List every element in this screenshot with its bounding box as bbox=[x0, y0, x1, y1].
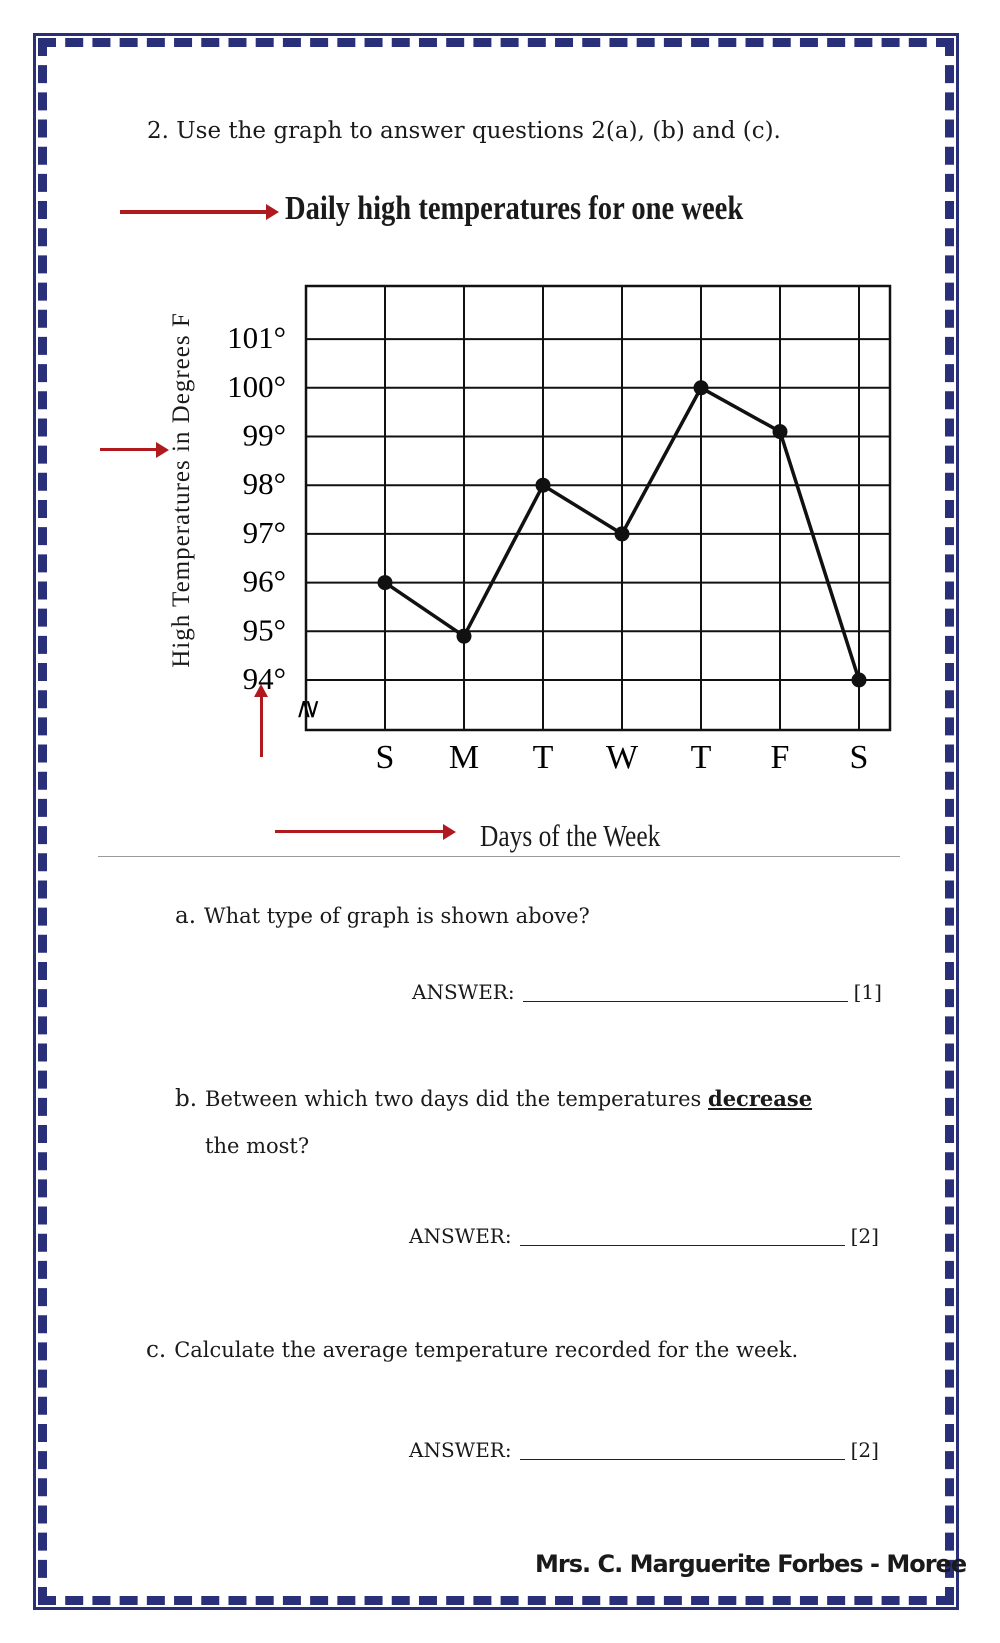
y-tick-label: 101° bbox=[227, 320, 286, 356]
x-axis-title: Days of the Week bbox=[480, 818, 661, 853]
section-divider bbox=[98, 856, 900, 857]
data-point bbox=[457, 629, 472, 644]
answer-c-marks: [2] bbox=[850, 1438, 879, 1462]
answer-b-blank[interactable] bbox=[520, 1244, 845, 1246]
answer-b-marks: [2] bbox=[850, 1224, 879, 1248]
question-b-continued: the most? bbox=[205, 1134, 310, 1158]
answer-a-marks: [1] bbox=[853, 980, 882, 1004]
answer-b-label: ANSWER: bbox=[409, 1224, 512, 1248]
x-tick-label: M bbox=[448, 739, 480, 776]
question-a bbox=[175, 903, 590, 929]
answer-a bbox=[412, 980, 882, 1004]
y-tick-label: 96° bbox=[242, 563, 286, 599]
x-tick-label: T bbox=[690, 739, 712, 776]
question-c bbox=[146, 1337, 798, 1363]
data-point bbox=[378, 575, 393, 590]
answer-c-blank[interactable] bbox=[520, 1458, 845, 1460]
answer-a-blank[interactable] bbox=[523, 1000, 848, 1002]
y-tick-label: 94° bbox=[242, 661, 286, 696]
xlabel-arrow bbox=[275, 830, 445, 833]
data-point bbox=[694, 380, 709, 395]
question-b-emphasis: decrease bbox=[708, 1086, 813, 1111]
x-tick-label: W bbox=[605, 739, 639, 776]
question-a-text: What type of graph is shown above? bbox=[204, 904, 590, 928]
question-b-letter: b. bbox=[175, 1086, 198, 1112]
data-point bbox=[615, 526, 630, 541]
y-axis-title: High Temperatures in Degrees F bbox=[168, 312, 195, 668]
plot-frame bbox=[306, 286, 890, 730]
question-a-letter: a. bbox=[175, 903, 197, 929]
x-tick-label: S bbox=[849, 739, 869, 776]
answer-b bbox=[409, 1224, 879, 1248]
data-point bbox=[773, 424, 788, 439]
question-b bbox=[175, 1086, 812, 1112]
question-c-text: Calculate the average temperature recorded for the week. bbox=[174, 1338, 799, 1362]
question-b-text: Between which two days did the temperatures bbox=[205, 1087, 709, 1111]
line-chart bbox=[0, 0, 1000, 790]
data-point bbox=[852, 673, 867, 688]
x-tick-label: S bbox=[375, 739, 395, 776]
data-point bbox=[536, 478, 551, 493]
author-signature: Mrs. C. Marguerite Forbes - Moree bbox=[535, 1550, 967, 1578]
y-tick-label: 97° bbox=[242, 514, 286, 550]
answer-a-label: ANSWER: bbox=[412, 980, 515, 1004]
x-tick-label: F bbox=[770, 739, 790, 776]
x-tick-label: T bbox=[532, 739, 554, 776]
chart-title: Daily high temperatures for one week bbox=[285, 190, 744, 227]
y-tick-label: 99° bbox=[242, 417, 286, 453]
question-c-letter: c. bbox=[146, 1337, 167, 1363]
y-tick-label: 95° bbox=[242, 612, 286, 648]
y-tick-label: 100° bbox=[227, 368, 286, 404]
answer-c-label: ANSWER: bbox=[409, 1438, 512, 1462]
answer-c bbox=[409, 1438, 879, 1462]
xlabel-arrow-head bbox=[443, 824, 456, 840]
y-tick-label: 98° bbox=[242, 466, 286, 502]
axis-break-mark: ≷ bbox=[293, 698, 322, 720]
question-intro: 2. Use the graph to answer questions 2(a), (b) and (c). bbox=[147, 118, 781, 144]
